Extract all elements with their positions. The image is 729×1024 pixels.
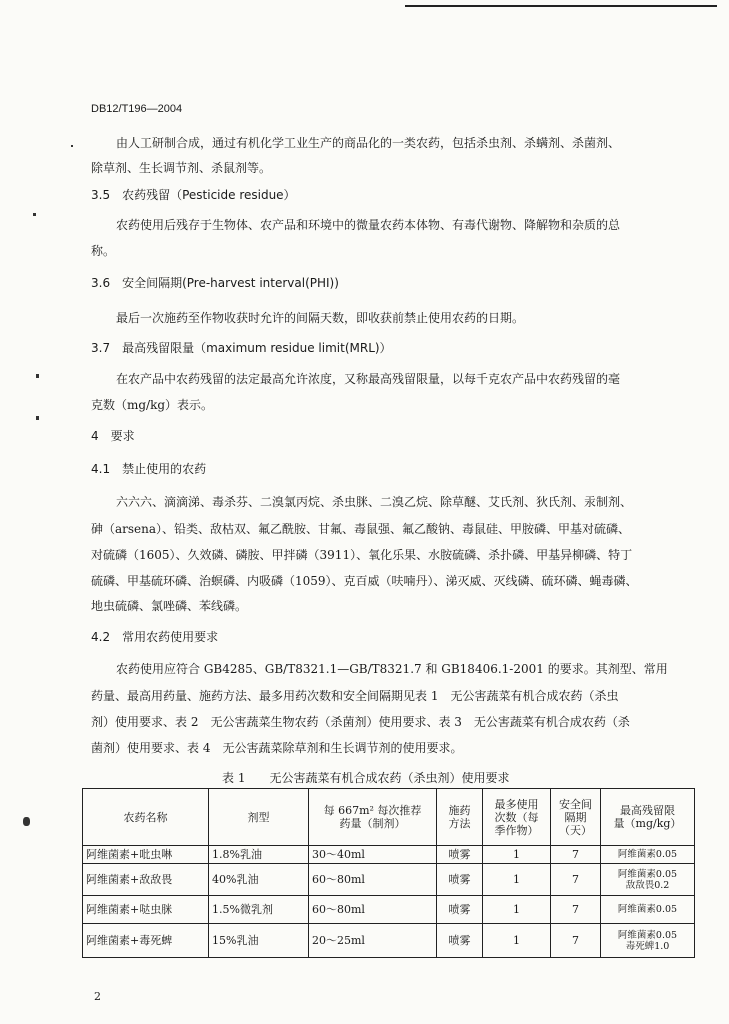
paragraph-line: 称。 <box>91 244 116 258</box>
cell-interval: 7 <box>551 924 601 958</box>
section-heading-3-6: 3.6 安全间隔期(Pre-harvest interval(PHI)) <box>91 276 339 290</box>
cell-name: 阿维菌素+敌敌畏 <box>83 864 209 896</box>
cell-times: 1 <box>483 864 551 896</box>
cell-dosage: 30～40ml <box>309 846 437 864</box>
cell-name: 阿维菌素+吡虫啉 <box>83 846 209 864</box>
section-heading-4: 4 要求 <box>91 429 135 443</box>
paragraph-line: 在农产品中农药残留的法定最高允许浓度，又称最高残留限量，以每千克农产品中农药残留的毫 <box>116 372 621 386</box>
section-heading-4-1: 4.1 禁止使用的农药 <box>91 462 207 476</box>
paragraph-line: 剂）使用要求、表 2 无公害蔬菜生物农药（杀菌剂）使用要求、表 3 无公害蔬菜有机合成农药（杀 <box>91 715 630 729</box>
header-times: 最多使用 次数（每 季作物） <box>483 789 551 846</box>
header-name: 农药名称 <box>83 789 209 846</box>
document-id: DB12/T196—2004 <box>91 103 183 115</box>
table-row <box>83 846 695 864</box>
table-header-row <box>83 789 695 846</box>
header-mrl: 最高残留限 量（mg/kg） <box>601 789 695 846</box>
header-form: 剂型 <box>209 789 309 846</box>
cell-interval: 7 <box>551 864 601 896</box>
table-caption: 表 1 无公害蔬菜有机合成农药（杀虫剂）使用要求 <box>222 771 510 785</box>
cell-times: 1 <box>483 924 551 958</box>
cell-dosage: 60～80ml <box>309 864 437 896</box>
section-heading-3-5: 3.5 农药残留（Pesticide residue） <box>91 188 296 202</box>
scan-speck <box>36 416 39 420</box>
cell-times: 1 <box>483 896 551 924</box>
cell-mrl: 阿维菌素0.05 毒死蜱1.0 <box>601 924 695 958</box>
top-rule <box>405 5 717 7</box>
paragraph-line: 地虫硫磷、氯唑磷、苯线磷。 <box>91 599 248 613</box>
table-row <box>83 864 695 896</box>
table-row <box>83 896 695 924</box>
cell-mrl: 阿维菌素0.05 敌敌畏0.2 <box>601 864 695 896</box>
cell-method: 喷雾 <box>437 896 483 924</box>
cell-name: 阿维菌素+毒死蜱 <box>83 924 209 958</box>
header-interval: 安全间 隔期 （天） <box>551 789 601 846</box>
cell-form: 40%乳油 <box>209 864 309 896</box>
paragraph-line: 农药使用后残存于生物体、农产品和环境中的微量农药本体物、有毒代谢物、降解物和杂质的总 <box>116 218 621 232</box>
section-heading-3-7: 3.7 最高残留限量（maximum residue limit(MRL)） <box>91 341 392 355</box>
page-number: 2 <box>94 990 101 1003</box>
cell-mrl: 阿维菌素0.05 <box>601 896 695 924</box>
pesticide-table <box>82 788 695 958</box>
margin-mark <box>23 817 30 826</box>
cell-form: 1.8%乳油 <box>209 846 309 864</box>
cell-method: 喷雾 <box>437 924 483 958</box>
cell-dosage: 20～25ml <box>309 924 437 958</box>
scan-speck <box>71 145 73 147</box>
table-row <box>83 924 695 958</box>
paragraph-line: 硫磷、甲基硫环磷、治螟磷、内吸磷（1059）、克百威（呋喃丹）、涕灭威、灭线磷、硫环磷、蝇毒磷、 <box>91 574 638 588</box>
scan-speck <box>33 213 36 216</box>
cell-form: 15%乳油 <box>209 924 309 958</box>
paragraph-line: 药量、最高用药量、施药方法、最多用药次数和安全间隔期见表 1 无公害蔬菜有机合成农药（杀虫 <box>91 689 619 703</box>
header-method: 施药 方法 <box>437 789 483 846</box>
paragraph-line: 对硫磷（1605）、久效磷、磷胺、甲拌磷（3911）、氧化乐果、水胺硫磷、杀扑磷、甲基异柳磷、特丁 <box>91 548 633 562</box>
section-heading-4-2: 4.2 常用农药使用要求 <box>91 630 219 644</box>
cell-form: 1.5%微乳剂 <box>209 896 309 924</box>
cell-dosage: 60～80ml <box>309 896 437 924</box>
cell-mrl: 阿维菌素0.05 <box>601 846 695 864</box>
cell-method: 喷雾 <box>437 846 483 864</box>
paragraph-line: 农药使用应符合 GB4285、GB/T8321.1—GB/T8321.7 和 GB18406.1-2001 的要求。其剂型、常用 <box>116 662 668 676</box>
paragraph-line: 克数（mg/kg）表示。 <box>91 398 214 412</box>
cell-interval: 7 <box>551 896 601 924</box>
cell-name: 阿维菌素+哒虫脒 <box>83 896 209 924</box>
scan-speck <box>36 374 39 378</box>
cell-interval: 7 <box>551 846 601 864</box>
paragraph-line: 最后一次施药至作物收获时允许的间隔天数，即收获前禁止使用农药的日期。 <box>116 311 525 325</box>
paragraph-line: 由人工研制合成，通过有机化学工业生产的商品化的一类农药，包括杀虫剂、杀螨剂、杀菌剂、 <box>116 136 621 150</box>
header-dosage: 每 667m² 每次推荐 药量（制剂） <box>309 789 437 846</box>
paragraph-line: 菌剂）使用要求、表 4 无公害蔬菜除草剂和生长调节剂的使用要求。 <box>91 741 463 755</box>
paragraph-line: 六六六、滴滴涕、毒杀芬、二溴氯丙烷、杀虫脒、二溴乙烷、除草醚、艾氏剂、狄氏剂、汞制剂、 <box>116 495 633 509</box>
paragraph-line: 砷（arsena）、铅类、敌枯双、氟乙酰胺、甘氟、毒鼠强、氟乙酸钠、毒鼠硅、甲胺磷、甲基对硫磷、 <box>91 522 631 536</box>
paragraph-line: 除草剂、生长调节剂、杀鼠剂等。 <box>91 161 272 175</box>
cell-times: 1 <box>483 846 551 864</box>
cell-method: 喷雾 <box>437 864 483 896</box>
